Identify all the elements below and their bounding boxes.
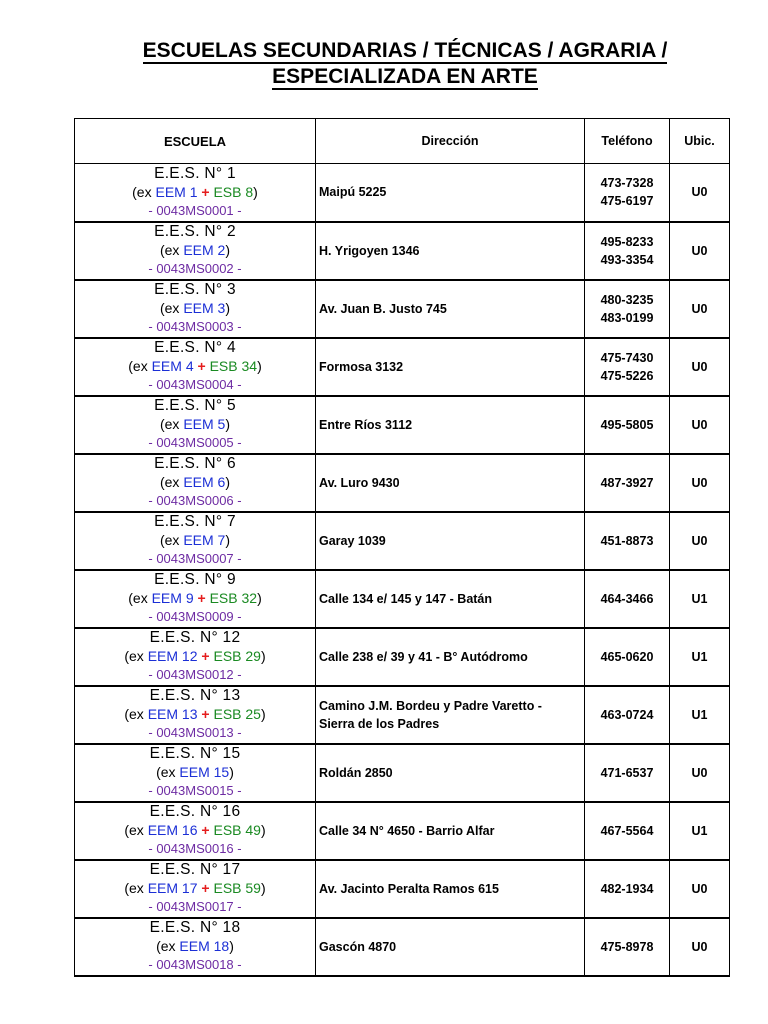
ex-open: (ex [124, 706, 148, 722]
ex-close: ) [260, 822, 266, 838]
address-cell [316, 396, 585, 454]
ex-open: (ex [124, 880, 148, 896]
ex-close: ) [225, 474, 231, 490]
school-name: E.E.S. N° 17 [149, 861, 241, 878]
location-cell: U0 [670, 338, 730, 396]
phone-1: 475-8978 [600, 939, 654, 954]
location-cell: U1 [670, 686, 730, 744]
page-title [0, 38, 768, 90]
school-code: - 0043MS0016 - [148, 841, 242, 856]
address-line: Av. Luro 9430 [319, 475, 400, 490]
school-former [75, 589, 315, 608]
plus-sign: + [193, 590, 210, 606]
school-former [75, 357, 315, 376]
table-row [75, 570, 730, 628]
ex-open: (ex [156, 938, 180, 954]
ex-open: (ex [128, 590, 152, 606]
phone-1: 495-8233 [600, 234, 654, 249]
school-name: E.E.S. N° 7 [154, 513, 236, 530]
phone-2: 475-5226 [600, 368, 654, 383]
school-former [75, 531, 315, 550]
title-line-2: ESPECIALIZADA EN ARTE [272, 65, 538, 88]
phone-2: 483-0199 [600, 310, 654, 325]
ex-open: (ex [128, 358, 152, 374]
phone-cell [585, 396, 670, 454]
address-line: Entre Ríos 3112 [319, 417, 413, 432]
eem-label: EEM 12 [147, 648, 198, 664]
address-line: H. Yrigoyen 1346 [319, 243, 420, 258]
address-cell [316, 570, 585, 628]
address-line: Garay 1039 [319, 533, 386, 548]
ex-close: ) [260, 706, 266, 722]
address-cell [316, 454, 585, 512]
phone-cell [585, 570, 670, 628]
phone-cell [585, 918, 670, 976]
esb-label: ESB 32 [209, 590, 258, 606]
location-cell: U1 [670, 628, 730, 686]
phone-1: 464-3466 [600, 591, 654, 606]
esb-label: ESB 8 [213, 183, 254, 200]
address-cell [316, 860, 585, 918]
phone-1: 471-6537 [600, 765, 654, 780]
phone-cell [585, 744, 670, 802]
address-line: Formosa 3132 [319, 359, 404, 374]
phone-1: 465-0620 [600, 649, 654, 664]
eem-label: EEM 7 [183, 532, 226, 548]
table-row [75, 686, 730, 744]
phone-1: 473-7328 [600, 176, 654, 191]
plus-sign: + [197, 880, 214, 896]
school-name: E.E.S. N° 6 [154, 455, 236, 472]
address-line-2: Sierra de los Padres [319, 716, 440, 731]
address-line: Maipú 5225 [319, 185, 387, 200]
location-cell: U0 [670, 164, 730, 222]
ex-close: ) [260, 648, 266, 664]
eem-label: EEM 4 [151, 358, 194, 374]
phone-cell [585, 454, 670, 512]
eem-label: EEM 3 [183, 300, 226, 316]
school-former [75, 937, 315, 956]
plus-sign: + [197, 706, 214, 722]
address-cell [316, 686, 585, 744]
phone-cell [585, 164, 670, 222]
location-cell: U1 [670, 570, 730, 628]
table-row [75, 512, 730, 570]
address-cell [316, 222, 585, 280]
phone-cell [585, 222, 670, 280]
school-code: - 0043MS0004 - [148, 377, 242, 392]
phone-2: 493-3354 [600, 252, 654, 267]
ex-open: (ex [124, 822, 148, 838]
ex-open: (ex [159, 532, 184, 548]
eem-label: EEM 5 [183, 416, 226, 432]
ex-open: (ex [132, 183, 156, 200]
school-name: E.E.S. N° 9 [154, 571, 236, 588]
school-name: E.E.S. N° 12 [149, 629, 241, 646]
table-row [75, 454, 730, 512]
school-former [75, 241, 315, 260]
address-line: Gascón 4870 [319, 939, 397, 954]
ex-close: ) [260, 880, 266, 896]
school-cell [75, 280, 316, 338]
plus-sign: + [193, 358, 210, 374]
school-name: E.E.S. N° 16 [149, 803, 241, 820]
eem-label: EEM 9 [151, 590, 194, 606]
header-escuela: ESCUELA [75, 119, 316, 164]
esb-label: ESB 49 [213, 822, 261, 838]
eem-label: EEM 1 [155, 183, 198, 200]
school-code: - 0043MS0018 - [148, 957, 242, 972]
school-cell [75, 396, 316, 454]
school-code: - 0043MS0017 - [148, 899, 242, 914]
school-name: E.E.S. N° 2 [154, 223, 236, 240]
school-former [75, 415, 315, 434]
esb-label: ESB 25 [213, 706, 261, 722]
location-cell: U0 [670, 222, 730, 280]
school-former [75, 763, 315, 782]
address-cell [316, 280, 585, 338]
ex-open: (ex [159, 416, 184, 432]
school-code: - 0043MS0013 - [148, 725, 242, 740]
ex-close: ) [257, 358, 262, 374]
school-cell [75, 338, 316, 396]
ex-close: ) [257, 590, 262, 606]
phone-1: 480-3235 [600, 292, 654, 307]
school-cell [75, 918, 316, 976]
phone-cell [585, 860, 670, 918]
eem-label: EEM 16 [147, 822, 198, 838]
phone-cell [585, 802, 670, 860]
school-name: E.E.S. N° 4 [154, 339, 236, 356]
school-name: E.E.S. N° 5 [154, 397, 236, 414]
school-cell [75, 860, 316, 918]
table-row [75, 280, 730, 338]
ex-open: (ex [159, 474, 184, 490]
address-cell [316, 802, 585, 860]
phone-cell [585, 280, 670, 338]
table-row [75, 628, 730, 686]
header-ubic: Ubic. [670, 119, 730, 164]
table-row [75, 860, 730, 918]
esb-label: ESB 29 [213, 648, 261, 664]
phone-1: 495-5805 [600, 417, 654, 432]
table-body [75, 164, 730, 976]
eem-label: EEM 17 [147, 880, 198, 896]
header-telefono: Teléfono [585, 119, 670, 164]
phone-1: 487-3927 [600, 475, 654, 490]
ex-close: ) [225, 300, 231, 316]
eem-label: EEM 18 [179, 938, 230, 954]
ex-close: ) [229, 938, 234, 954]
address-line: Av. Juan B. Justo 745 [319, 301, 447, 316]
school-code: - 0043MS0002 - [148, 261, 242, 276]
address-cell [316, 164, 585, 222]
school-former [75, 183, 315, 202]
schools-table [74, 118, 730, 977]
header-direccion: Dirección [316, 119, 585, 164]
school-name: E.E.S. N° 15 [149, 745, 241, 762]
ex-close: ) [253, 183, 258, 200]
school-cell [75, 570, 316, 628]
school-former [75, 299, 315, 318]
table-row [75, 338, 730, 396]
phone-1: 451-8873 [600, 533, 654, 548]
ex-close: ) [225, 532, 231, 548]
eem-label: EEM 6 [183, 474, 226, 490]
address-line: Roldán 2850 [319, 765, 393, 780]
school-name: E.E.S. N° 3 [154, 281, 236, 298]
ex-close: ) [225, 416, 231, 432]
school-code: - 0043MS0007 - [148, 551, 242, 566]
table-row [75, 164, 730, 222]
school-cell [75, 512, 316, 570]
school-name: E.E.S. N° 18 [149, 919, 241, 936]
school-name: E.E.S. N° 1 [154, 164, 236, 182]
ex-open: (ex [159, 300, 184, 316]
school-cell [75, 686, 316, 744]
plus-sign: + [197, 183, 214, 200]
location-cell: U0 [670, 454, 730, 512]
school-code: - 0043MS0001 - [148, 202, 242, 218]
school-cell [75, 164, 316, 222]
plus-sign: + [197, 648, 214, 664]
school-code: - 0043MS0006 - [148, 493, 242, 508]
school-former [75, 879, 315, 898]
phone-1: 467-5564 [600, 823, 654, 838]
table-row [75, 802, 730, 860]
address-line: Calle 134 e/ 145 y 147 - Batán [319, 591, 493, 606]
school-cell [75, 744, 316, 802]
address-cell [316, 338, 585, 396]
address-line: Calle 238 e/ 39 y 41 - B° Autódromo [319, 649, 528, 664]
school-former [75, 647, 315, 666]
table-row [75, 744, 730, 802]
location-cell: U1 [670, 802, 730, 860]
phone-cell [585, 628, 670, 686]
phone-cell [585, 512, 670, 570]
address-line: Av. Jacinto Peralta Ramos 615 [319, 881, 499, 896]
eem-label: EEM 13 [147, 706, 198, 722]
phone-cell [585, 338, 670, 396]
school-code: - 0043MS0015 - [148, 783, 242, 798]
ex-close: ) [225, 242, 231, 258]
esb-label: ESB 59 [213, 880, 261, 896]
school-code: - 0043MS0005 - [148, 435, 242, 450]
school-cell [75, 454, 316, 512]
school-cell [75, 222, 316, 280]
table-row [75, 396, 730, 454]
phone-1: 482-1934 [600, 881, 654, 896]
phone-cell [585, 686, 670, 744]
address-cell [316, 744, 585, 802]
title-line-1: ESCUELAS SECUNDARIAS / TÉCNICAS / AGRARIA / [142, 39, 668, 62]
address-cell [316, 918, 585, 976]
school-former [75, 821, 315, 840]
esb-label: ESB 34 [209, 358, 258, 374]
school-former [75, 473, 315, 492]
ex-open: (ex [156, 764, 180, 780]
plus-sign: + [197, 822, 214, 838]
location-cell: U0 [670, 860, 730, 918]
eem-label: EEM 2 [183, 242, 226, 258]
address-cell [316, 512, 585, 570]
ex-close: ) [229, 764, 234, 780]
ex-open: (ex [159, 242, 184, 258]
school-cell [75, 802, 316, 860]
ex-open: (ex [124, 648, 148, 664]
school-code: - 0043MS0009 - [148, 609, 242, 624]
table-row [75, 918, 730, 976]
school-code: - 0043MS0003 - [148, 319, 242, 334]
school-name: E.E.S. N° 13 [149, 687, 241, 704]
address-line: Camino J.M. Bordeu y Padre Varetto - [319, 698, 542, 713]
school-cell [75, 628, 316, 686]
phone-1: 463-0724 [600, 707, 654, 722]
header-row [75, 119, 730, 164]
eem-label: EEM 15 [179, 764, 230, 780]
location-cell: U0 [670, 744, 730, 802]
phone-1: 475-7430 [600, 350, 654, 365]
table-row [75, 222, 730, 280]
location-cell: U0 [670, 512, 730, 570]
location-cell: U0 [670, 396, 730, 454]
phone-2: 475-6197 [600, 194, 654, 209]
location-cell: U0 [670, 918, 730, 976]
address-cell [316, 628, 585, 686]
school-former [75, 705, 315, 724]
address-line: Calle 34 N° 4650 - Barrio Alfar [319, 823, 495, 838]
location-cell: U0 [670, 280, 730, 338]
school-code: - 0043MS0012 - [148, 667, 242, 682]
